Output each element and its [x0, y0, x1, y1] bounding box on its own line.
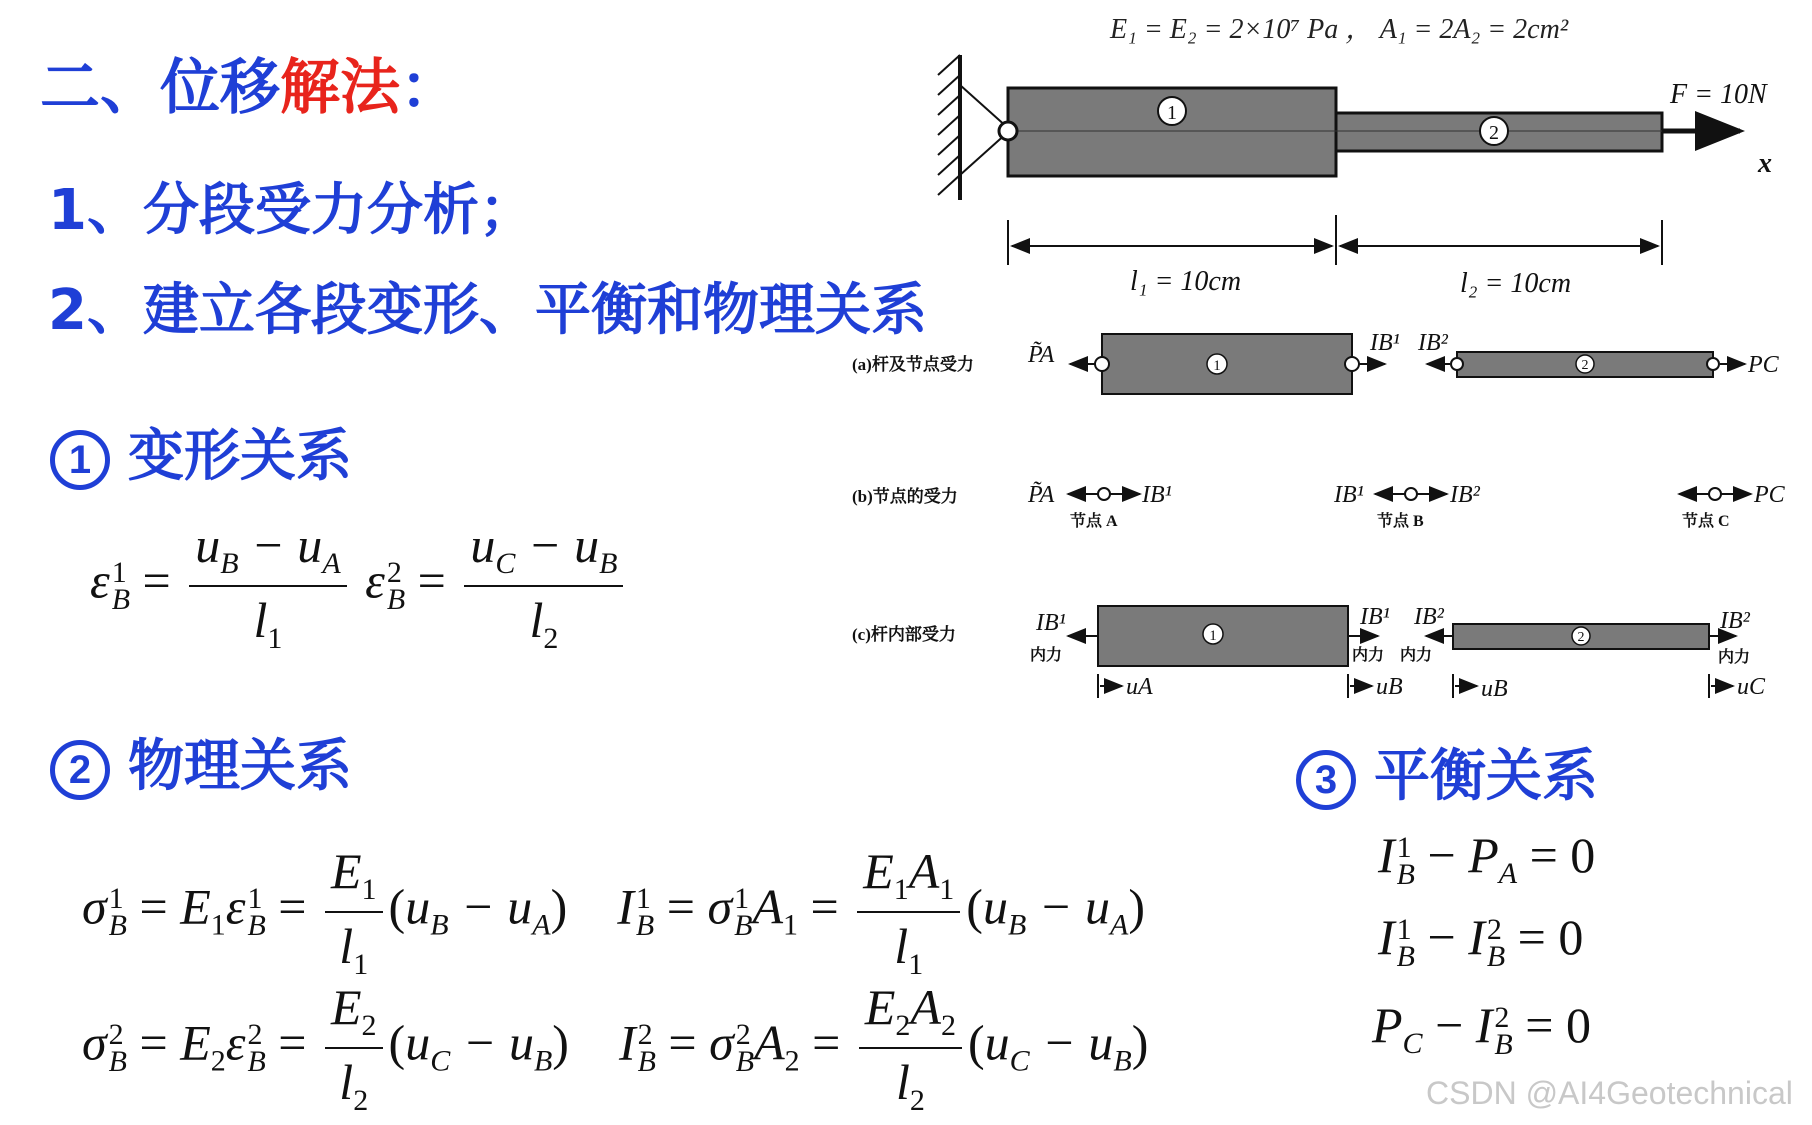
length-1-label: l₁ = 10cm: [1130, 266, 1242, 297]
c-uc-label: uC: [1737, 674, 1766, 700]
step2-heading: 2、建立各段变形、平衡和物理关系: [48, 278, 927, 343]
axis-label: x: [1758, 148, 1772, 179]
equil-equation-3: $P_C - I$ 2 B = 0: [1372, 997, 1591, 1061]
a-seg1-label: 1: [1213, 358, 1221, 374]
a-seg2-label: 2: [1581, 358, 1589, 373]
c-ib1-right-label: IB¹: [1360, 604, 1390, 630]
fixed-wall: [938, 55, 1008, 200]
b-ib1-label: IB¹: [1142, 482, 1172, 508]
a-pc-label: PC: [1748, 352, 1779, 378]
node-a-hinge: [999, 122, 1017, 140]
row-b-label: (b)节点的受力: [852, 487, 958, 506]
phys-title: 物理关系: [128, 734, 352, 799]
main-heading: [40, 40, 460, 126]
a-ib1-label: IB¹: [1370, 330, 1400, 356]
equil-title: 平衡关系: [1374, 744, 1598, 809]
phys-number: 2: [50, 740, 110, 800]
b-ib1-left-label: IB¹: [1334, 482, 1364, 508]
b-pa-label: P̃A: [1028, 482, 1055, 508]
a-ib2-label: IB²: [1418, 330, 1448, 356]
main-heading-suffix: ：: [400, 53, 460, 123]
c-ub-right-label: uB: [1481, 676, 1508, 702]
deform-equation: ε 1 B = $\frac{u_B - u_A}{l_1}$ ε 2 B = $\frac{u_C - u_B}{l_2}$: [90, 516, 629, 656]
c-ib1-left-label: IB¹: [1036, 610, 1066, 636]
phys-equation-1: σ 1 B = $E_1\varepsilon$ 1 B = $\frac{E_1}{l_1}$ $(u_B - u_A)$ I 1 B = σ 1 B $A_1$ = $\frac{E_1A_1}{l_1}$ $(u_B - u_A)$: [82, 843, 1145, 981]
c-ib2-left-label: IB²: [1414, 604, 1444, 630]
c-internal-1: 内力: [1030, 647, 1063, 664]
main-heading-highlight: 解法: [280, 53, 400, 123]
c-internal-4: 内力: [1718, 649, 1751, 666]
b-ib2-label: IB²: [1450, 482, 1480, 508]
main-heading-prefix: 二、位移: [40, 53, 280, 123]
deform-heading: [50, 412, 352, 492]
equil-equation-2: I 1 B − I 2 B = 0: [1378, 909, 1584, 973]
node-b-label: 节点 B: [1377, 513, 1424, 530]
node-a-label: 节点 A: [1070, 513, 1118, 530]
phys-heading: [50, 722, 352, 802]
c-seg1-label: 1: [1209, 628, 1217, 644]
c-internal-2: 内力: [1352, 647, 1385, 664]
deform-number: 1: [50, 430, 110, 490]
deform-title: 变形关系: [128, 424, 352, 489]
equil-heading: [1296, 732, 1598, 812]
segment-2-label: 2: [1489, 122, 1499, 144]
equil-equation-1: I 1 B − $P_A = 0$: [1378, 827, 1596, 891]
b-pc-label: PC: [1754, 482, 1785, 508]
phys-equation-2: σ 2 B = $E_2\varepsilon$ 2 B = $\frac{E_2}{l_2}$ $(u_C - u_B)$ I 2 B = σ 2 B $A_2$ = $\frac{E_2A_2}{l_2}$ $(u_C - u_B)$: [82, 979, 1149, 1117]
c-seg2-label: 2: [1577, 630, 1585, 645]
bar-figure: [840, 0, 1800, 710]
c-ub-left-label: uB: [1376, 674, 1403, 700]
force-label: F = 10N: [1670, 79, 1767, 110]
node-c-label: 节点 C: [1682, 513, 1730, 530]
step1-heading: 1、分段受力分析；: [48, 178, 535, 243]
row-c-label: (c)杆内部受力: [852, 625, 956, 644]
watermark: CSDN @AI4Geotechnical: [1426, 1075, 1793, 1111]
a-pa-label: P̃A: [1028, 342, 1055, 368]
row-a-label: (a)杆及节点受力: [852, 355, 974, 374]
equil-number: 3: [1296, 750, 1356, 810]
segment-1-label: 1: [1167, 102, 1177, 124]
dimension-lines: [1008, 215, 1662, 265]
c-ua-label: uA: [1126, 674, 1153, 700]
length-2-label: l₂ = 10cm: [1460, 268, 1572, 299]
c-internal-3: 内力: [1400, 647, 1433, 664]
c-ib2-right-label: IB²: [1720, 608, 1750, 634]
figure-params: E₁ = E₂ = 2×10⁷ Pa ， A₁ = 2A₂ = 2cm²: [1110, 14, 1569, 45]
